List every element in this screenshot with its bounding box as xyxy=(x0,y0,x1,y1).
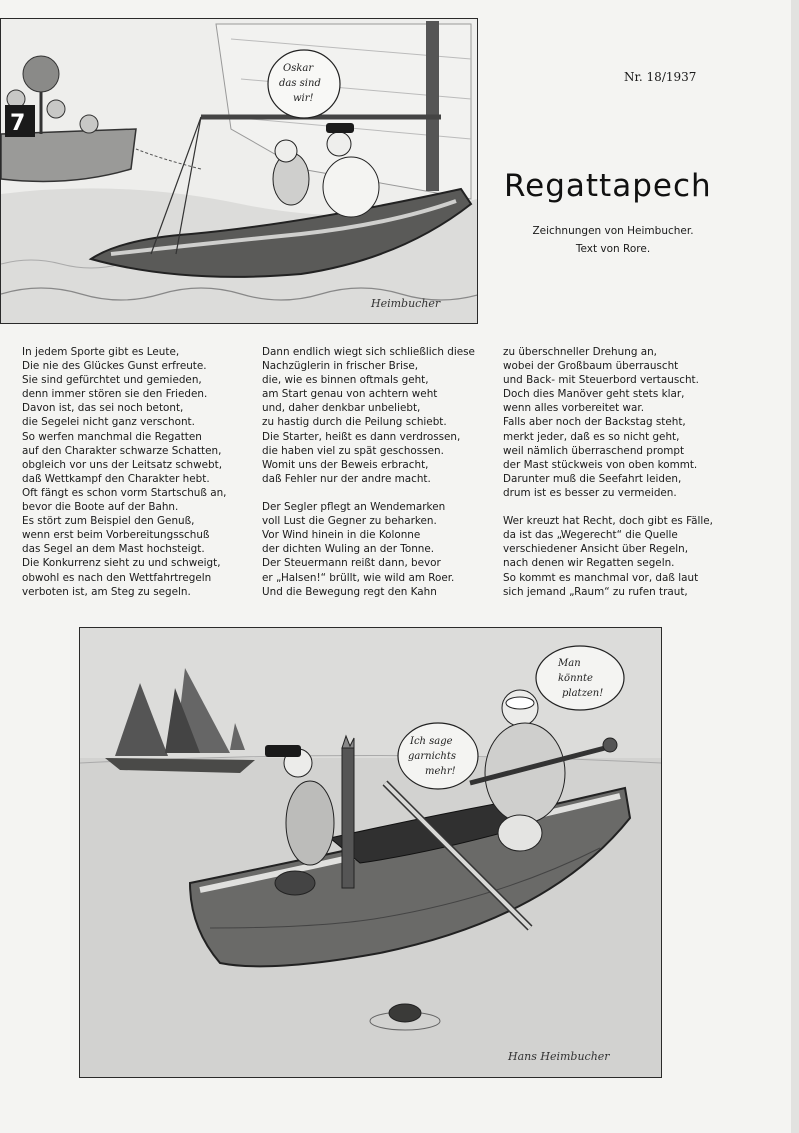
verse-line: verboten ist, am Steg zu segeln. xyxy=(22,585,191,598)
verse-line: Darunter muß die Seefahrt leiden, xyxy=(503,472,682,485)
verse-line: Falls aber noch der Backstag steht, xyxy=(503,416,686,429)
verse-line: Die Starter, heißt es dann verdrossen, xyxy=(262,430,461,443)
speech-bubble-left-line-2: garnichts xyxy=(408,751,456,762)
verse-line: drum ist es besser zu vermeiden. xyxy=(503,486,677,499)
verse-line: obwohl es nach den Wettfahrtregeln xyxy=(22,571,212,584)
verse-line: Und die Bewegung regt den Kahn xyxy=(262,585,437,598)
credits-text: Text von Rore. xyxy=(575,243,651,255)
verse-line: daß Wettkampf den Charakter hebt. xyxy=(22,472,210,485)
verse-line: da ist das „Wegerecht“ die Quelle xyxy=(503,529,678,542)
bottom-signature: Hans Heimbucher xyxy=(508,1050,610,1063)
verse-line: obgleich vor uns der Leitsatz schwebt, xyxy=(22,458,222,471)
verse-line: Nachzüglerin in frischer Brise, xyxy=(262,360,419,373)
verse-line: Dann endlich wiegt sich schließlich diese xyxy=(262,346,475,358)
speech-bubble-top-line-2: das sind xyxy=(279,78,321,89)
verse-line: Womit uns der Beweis erbracht, xyxy=(262,458,429,471)
verse-line: und, daher denkbar unbeliebt, xyxy=(262,402,421,415)
verse-line: nach denen wir Regatten segeln. xyxy=(503,557,675,570)
verse-line: So werfen manchmal die Regatten xyxy=(22,430,202,443)
verse-line: Sie sind gefürchtet und gemieden, xyxy=(22,374,202,387)
verse-line: Wer kreuzt hat Recht, doch gibt es Fälle, xyxy=(503,515,713,528)
verse-line: auf den Charakter schwarze Schatten, xyxy=(22,444,222,457)
verse-line: Doch dies Manöver geht stets klar, xyxy=(503,388,685,401)
speech-bubble-top-line-1: Oskar xyxy=(283,63,314,74)
credits-drawings: Zeichnungen von Heimbucher. xyxy=(532,225,694,237)
verse-line: Es stört zum Beispiel den Genuß, xyxy=(22,515,195,528)
verse-line: So kommt es manchmal vor, daß laut xyxy=(503,571,699,584)
verse-line: die Segelei nicht ganz verschont. xyxy=(22,416,195,429)
verse-line: voll Lust die Gegner zu beharken. xyxy=(262,515,437,528)
verse-line: zu überschneller Drehung an, xyxy=(503,346,657,358)
verse-line: wobei der Großbaum überrauscht xyxy=(503,360,679,373)
verse-line: Oft fängt es schon vorm Startschuß an, xyxy=(22,486,227,499)
stanza-break xyxy=(503,500,713,514)
verse-line: die, wie es binnen oftmals geht, xyxy=(262,374,429,387)
top-signature: Heimbucher xyxy=(371,297,441,310)
verse-line: verschiedener Ansicht über Regeln, xyxy=(503,543,689,556)
top-illustration xyxy=(0,18,478,324)
speech-bubble-right-line-2: könnte xyxy=(558,673,593,684)
issue-number: Nr. 18/1937 xyxy=(624,70,697,84)
race-number-badge: 7 xyxy=(10,111,26,136)
text-column-2 xyxy=(262,345,475,599)
speech-bubble-left-line-1: Ich sage xyxy=(410,736,453,747)
stanza-break xyxy=(262,486,475,500)
verse-line: Der Steuermann reißt dann, bevor xyxy=(262,557,441,570)
speech-bubble-left-line-3: mehr! xyxy=(425,766,456,777)
verse-line: sich jemand „Raum“ zu rufen traut, xyxy=(503,585,688,598)
bottom-illustration xyxy=(79,627,662,1078)
verse-line: der dichten Wuling an der Tonne. xyxy=(262,543,435,556)
verse-line: weil nämlich überraschend prompt xyxy=(503,444,685,457)
verse-line: Der Segler pflegt an Wendemarken xyxy=(262,501,446,514)
speech-bubble-right-line-3: platzen! xyxy=(562,688,604,699)
verse-line: die haben viel zu spät geschossen. xyxy=(262,444,444,457)
verse-line: wenn erst beim Vorbereitungsschuß xyxy=(22,529,210,542)
verse-line: bevor die Boote auf der Bahn. xyxy=(22,501,179,514)
verse-line: Die nie des Glückes Gunst erfreute. xyxy=(22,360,207,373)
verse-line: am Start genau von achtern weht xyxy=(262,388,438,401)
text-column-3 xyxy=(503,345,713,599)
verse-line: merkt jeder, daß es so nicht geht, xyxy=(503,430,680,443)
verse-line: und Back- mit Steuerbord vertauscht. xyxy=(503,374,699,387)
speech-bubble-right-line-1: Man xyxy=(558,658,581,669)
verse-line: der Mast stückweis von oben kommt. xyxy=(503,458,698,471)
page-title: Regattapech xyxy=(504,168,712,204)
verse-line: In jedem Sporte gibt es Leute, xyxy=(22,346,180,358)
speech-bubble-top-line-3: wir! xyxy=(293,93,314,104)
verse-line: daß Fehler nur der andre macht. xyxy=(262,472,431,485)
credits xyxy=(500,222,726,258)
page-edge xyxy=(791,0,799,1133)
verse-line: Die Konkurrenz sieht zu und schweigt, xyxy=(22,557,221,570)
verse-line: das Segel an dem Mast hochsteigt. xyxy=(22,543,205,556)
text-column-1 xyxy=(22,345,226,599)
verse-line: wenn alles vorbereitet war. xyxy=(503,402,645,415)
verse-line: denn immer stören sie den Frieden. xyxy=(22,388,208,401)
verse-line: er „Halsen!“ brüllt, wie wild am Roer. xyxy=(262,571,455,584)
verse-line: zu hastig durch die Peilung schiebt. xyxy=(262,416,447,429)
verse-line: Vor Wind hinein in die Kolonne xyxy=(262,529,421,542)
verse-line: Davon ist, das sei noch betont, xyxy=(22,402,184,415)
